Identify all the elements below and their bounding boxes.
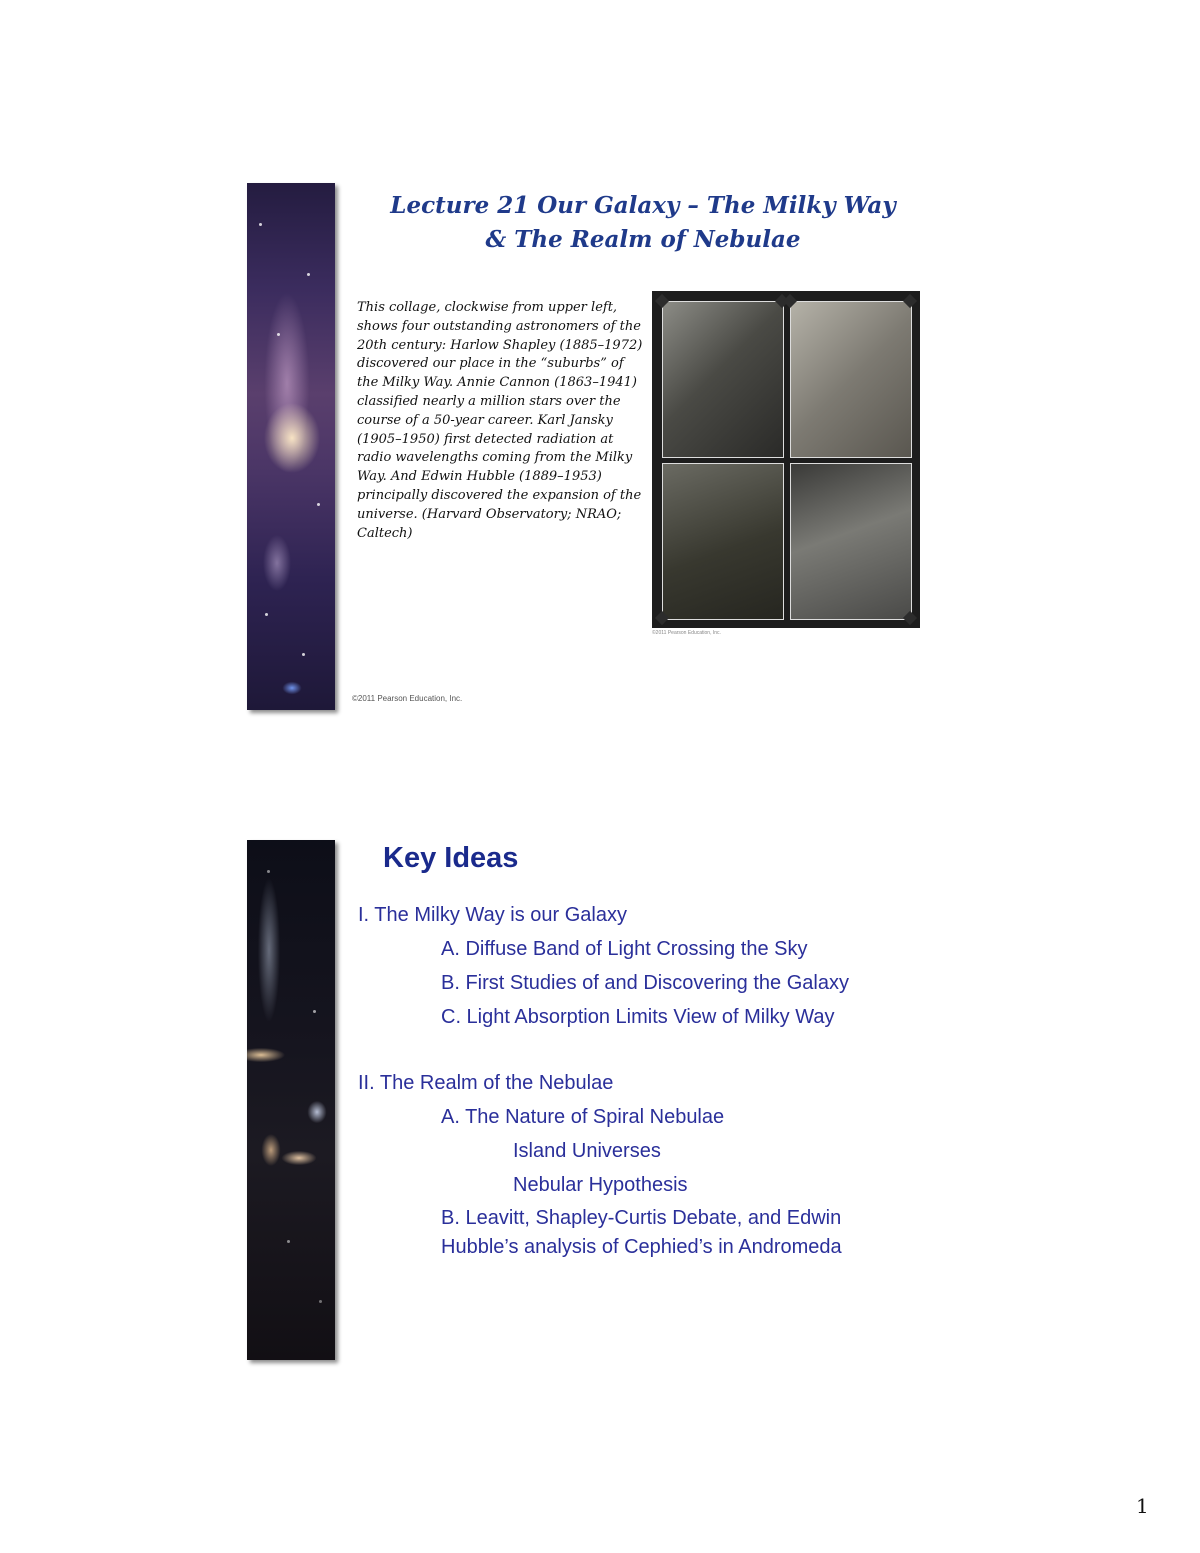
list-item: B. First Studies of and Discovering the Galaxy <box>441 972 849 994</box>
slide-title-line-2: & The Realm of Nebulae <box>485 226 801 253</box>
figure-credit: ©2011 Pearson Education, Inc. <box>652 630 721 636</box>
photo-karl-jansky <box>790 463 912 620</box>
page-number: 1 <box>1136 1494 1149 1518</box>
slide-copyright: ©2011 Pearson Education, Inc. <box>352 694 463 703</box>
collage-caption: This collage, clockwise from upper left, shows four outstanding astronomers of the 20th century: Harlow Shapley (1885–1972) discovered our place in the “suburbs” of the Milky Way. Annie Cannon (1863–1941) classified nearly a million stars over the course of a 50-year career. Karl Jansky (1905–1950) first detected radiation at radio wavelengths coming from the Milky Way. And Edwin Hubble (1889–1953) principally discovered the expansion of the universe. (Harvard Observatory; NRAO; Caltech) <box>357 300 643 541</box>
list-item-line: Hubble’s analysis of Cephied’s in Andromeda <box>441 1236 842 1258</box>
key-ideas-list <box>358 898 849 1262</box>
photo-edwin-hubble <box>662 463 784 620</box>
photo-annie-cannon <box>790 301 912 458</box>
slide-1 <box>247 183 947 710</box>
list-item: A. Diffuse Band of Light Crossing the Sky <box>441 938 808 960</box>
list-spacer <box>358 1034 849 1066</box>
slide-title: Key Ideas <box>383 842 519 874</box>
astronomers-collage-image <box>652 291 920 628</box>
list-item: Island Universes <box>513 1140 661 1162</box>
milky-way-strip-image <box>247 183 335 710</box>
list-item: II. The Realm of the Nebulae <box>358 1072 614 1094</box>
photo-harlow-shapley <box>662 301 784 458</box>
list-item: C. Light Absorption Limits View of Milky Way <box>441 1006 835 1028</box>
list-item <box>358 1202 849 1262</box>
list-item: I. The Milky Way is our Galaxy <box>358 904 627 926</box>
list-item-line: B. Leavitt, Shapley-Curtis Debate, and Edwin <box>441 1207 842 1229</box>
list-item: A. The Nature of Spiral Nebulae <box>441 1106 725 1128</box>
slide-title <box>347 189 939 257</box>
list-item: Nebular Hypothesis <box>513 1174 688 1196</box>
slide-2 <box>247 840 947 1360</box>
galaxies-strip-image <box>247 840 335 1360</box>
slide-title-line-1: Lecture 21 Our Galaxy – The Milky Way <box>390 192 896 219</box>
